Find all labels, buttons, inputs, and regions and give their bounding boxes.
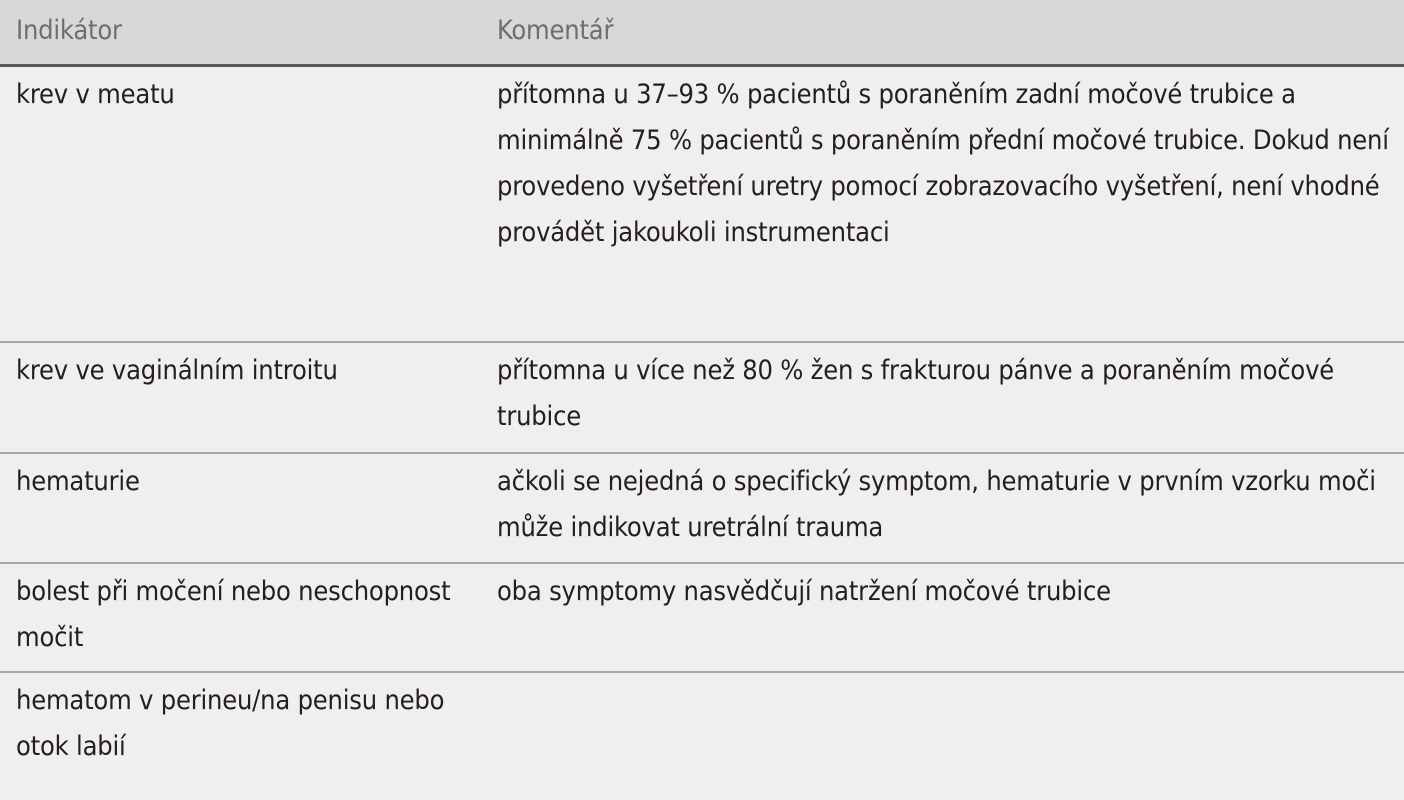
indicator-cell: krev v meatu (0, 66, 484, 343)
indicator-cell: hematurie (0, 453, 484, 564)
comment-cell: přítomna u více než 80 % žen s frakturou pánve a poraněním močové trubice (484, 342, 1404, 453)
table-row (0, 563, 1404, 672)
comment-cell (484, 672, 1404, 800)
table-row (0, 342, 1404, 453)
table-row (0, 672, 1404, 800)
comment-cell: oba symptomy nasvědčují natržení močové trubice (484, 563, 1404, 672)
indicator-cell: bolest při močení nebo neschopnost močit (0, 563, 484, 672)
indicator-cell: hematom v perineu/na penisu nebo otok labií (16, 684, 445, 762)
column-header-comment: Komentář (484, 0, 1404, 66)
table-row (0, 453, 1404, 564)
column-header-indicator: Indikátor (0, 0, 484, 66)
indicator-cell: krev ve vaginálním introitu (0, 342, 484, 453)
comment-cell: přítomna u 37–93 % pacientů s poraněním zadní močové trubice a minimálně 75 % pacientů s poraněním přední močové trubice. Dokud není provedeno vyšetření uretry pomocí zobrazovacího vyšetření, není vhodné provádět jakoukoli instrumentaci (484, 66, 1404, 343)
table-header-row (0, 0, 1404, 66)
comment-cell: ačkoli se nejedná o specifický symptom, hematurie v prvním vzorku moči může indikovat uretrální trauma (484, 453, 1404, 564)
table-row (0, 66, 1404, 343)
